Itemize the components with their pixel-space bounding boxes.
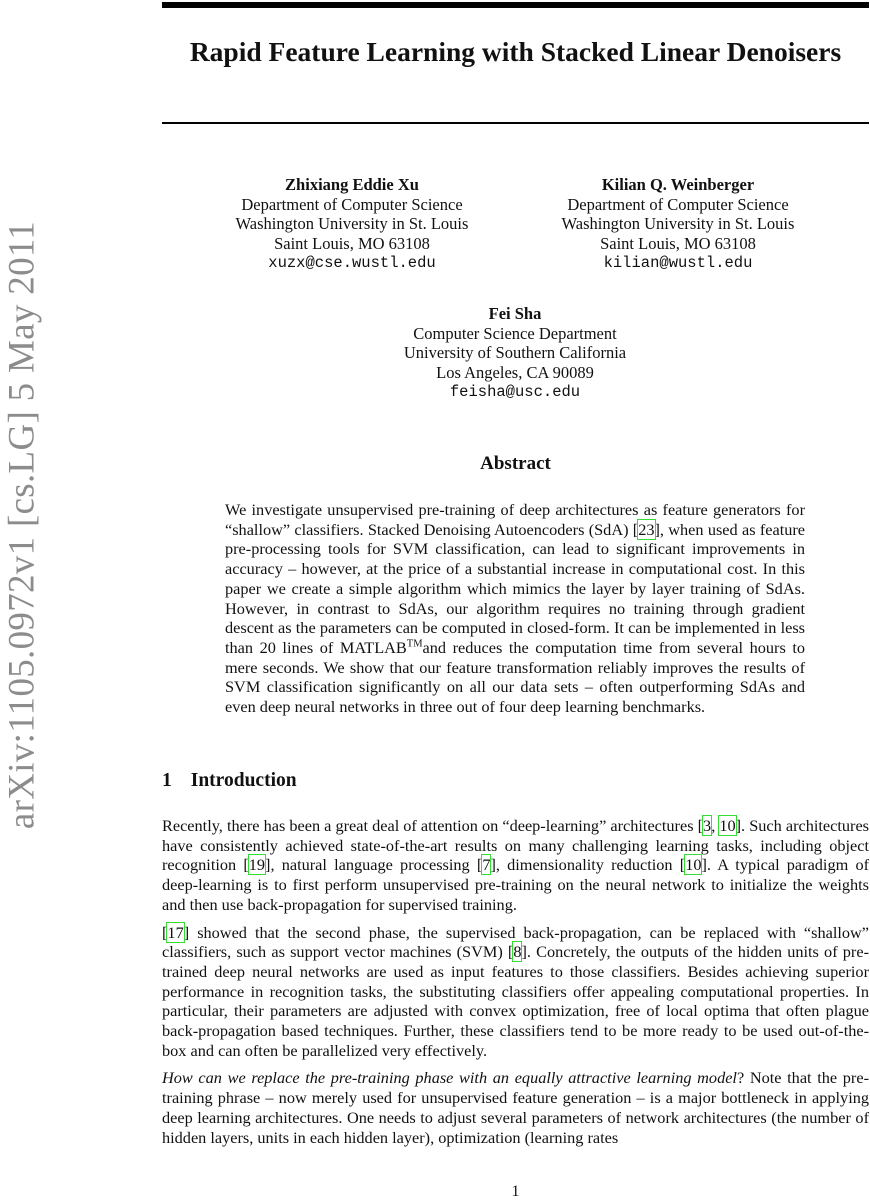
author-name: Zhixiang Eddie Xu — [285, 175, 419, 194]
paragraph — [162, 923, 869, 1061]
title-top-rule — [162, 2, 869, 8]
section-heading-introduction — [162, 770, 297, 792]
author-address: Saint Louis, MO 63108 — [600, 234, 756, 254]
text-run: ? Note that the pre-training phrase – now merely used for unsupervised feature generation – is a major bottleneck in applying deep learning architectures. One needs to adjust several parameters of network architectures (the number of hidden layers, units in each hidden layer), optimization (learning rates — [162, 1068, 869, 1147]
text-run: [ — [162, 922, 168, 942]
citation-link[interactable]: 10 — [685, 855, 702, 875]
text-run: ]. A typical paradigm of deep-learning is to first perform unsupervised pre-training on the neural network to initialize the weights and then use back-propagation for supervised training. — [162, 855, 870, 914]
author-block-xu — [200, 175, 504, 274]
citation-link[interactable]: 8 — [513, 942, 522, 962]
author-name: Kilian Q. Weinberger — [601, 175, 755, 194]
paragraph — [162, 816, 869, 915]
author-block-weinberger — [526, 175, 830, 274]
text-run: ], natural language processing [ — [265, 855, 483, 875]
trademark-superscript: TM — [406, 638, 423, 650]
title-bottom-rule — [162, 122, 869, 124]
abstract-text-part: ], when used as feature pre-processing tools for SVM classification, can lead to significant improvements in accuracy – however, at the price of a substantial increase in computational cost. In this paper we create a simple algorithm which mimics the layer by layer training of SdAs. However, in contrast to SdAs, our algorithm requires no training through gradient descent as the parameters can be computed in closed-form. It can be implemented in less than 20 lines of MATLAB — [225, 519, 806, 657]
abstract-text-part: and reduces the computation time from several hours to mere seconds. We show that our feature transformation reliably improves the results of SVM classification significantly on all our data sets – often outperforming SdAs and even deep neural networks in three out of four deep learning benchmarks. — [225, 637, 805, 717]
author-email: xuzx@cse.wustl.edu — [268, 253, 436, 272]
arxiv-identifier-stamp — [0, 0, 44, 1200]
text-run: , — [711, 816, 720, 835]
section-title: Introduction — [190, 770, 297, 791]
citation-link[interactable]: 23 — [638, 519, 655, 539]
citation-link[interactable]: 19 — [248, 855, 266, 875]
author-email: feisha@usc.edu — [449, 382, 581, 401]
introduction-body — [162, 816, 869, 1155]
italic-question: How can we replace the pre-training phase with an equally attractive learning model — [162, 1068, 737, 1088]
text-run: ]. Concretely, the outputs of the hidden units of pre-trained deep neural networks are used as input features to those classifiers. Besides achieving superior performance in recognition tasks, the substituting classifiers offer appealing computational properties. In particular, their parameters are adjusted with convex optimization, free of local optima that often plague back-propagation based techniques. Further, these classifiers tend to be more ready to be used out-of-the-box and can often be parallelized very effectively. — [162, 942, 869, 1060]
text-run: ]. Such architectures have consistently achieved state-of-the-art results on many challenging learning tasks, including object recognition [ — [162, 816, 870, 875]
abstract-heading: Abstract — [480, 453, 551, 474]
author-name: Fei Sha — [488, 304, 542, 323]
author-department: Computer Science Department — [413, 323, 617, 343]
page-number: 1 — [511, 1183, 520, 1200]
text-run: Recently, there has been a great deal of attention on “deep-learning” architectures [ — [162, 816, 704, 835]
author-address: Los Angeles, CA 90089 — [436, 363, 594, 383]
author-university: University of Southern California — [403, 343, 627, 363]
author-block-sha — [350, 304, 680, 403]
paper-title: Rapid Feature Learning with Stacked Linear Denoisers — [189, 36, 842, 67]
citation-link[interactable]: 17 — [167, 922, 184, 942]
author-university: Washington University in St. Louis — [561, 214, 795, 234]
abstract-text-part: We investigate unsupervised pre-training of deep architectures as feature generators for “shallow” classifiers. Stacked Denoising Autoencoders (SdA) [ — [225, 500, 805, 539]
paragraph — [162, 1068, 869, 1147]
author-department: Department of Computer Science — [241, 194, 463, 214]
text-run: ] showed that the second phase, the supervised back-propagation, can be replaced with “shallow” classifiers, such as support vector machines (SVM) [ — [162, 922, 869, 962]
author-address: Saint Louis, MO 63108 — [274, 234, 430, 254]
author-university: Washington University in St. Louis — [235, 214, 469, 234]
citation-link[interactable]: 3 — [703, 816, 712, 835]
citation-link[interactable]: 7 — [482, 855, 491, 875]
section-number: 1 — [162, 770, 172, 791]
author-email: kilian@wustl.edu — [603, 253, 753, 272]
arxiv-id-text: arXiv:1105.0972v1 [cs.LG] 5 May 2011 — [1, 220, 43, 830]
author-department: Department of Computer Science — [567, 194, 789, 214]
abstract-text — [225, 500, 805, 717]
text-run: ], dimensionality reduction [ — [490, 855, 686, 875]
citation-link[interactable]: 10 — [719, 816, 736, 835]
